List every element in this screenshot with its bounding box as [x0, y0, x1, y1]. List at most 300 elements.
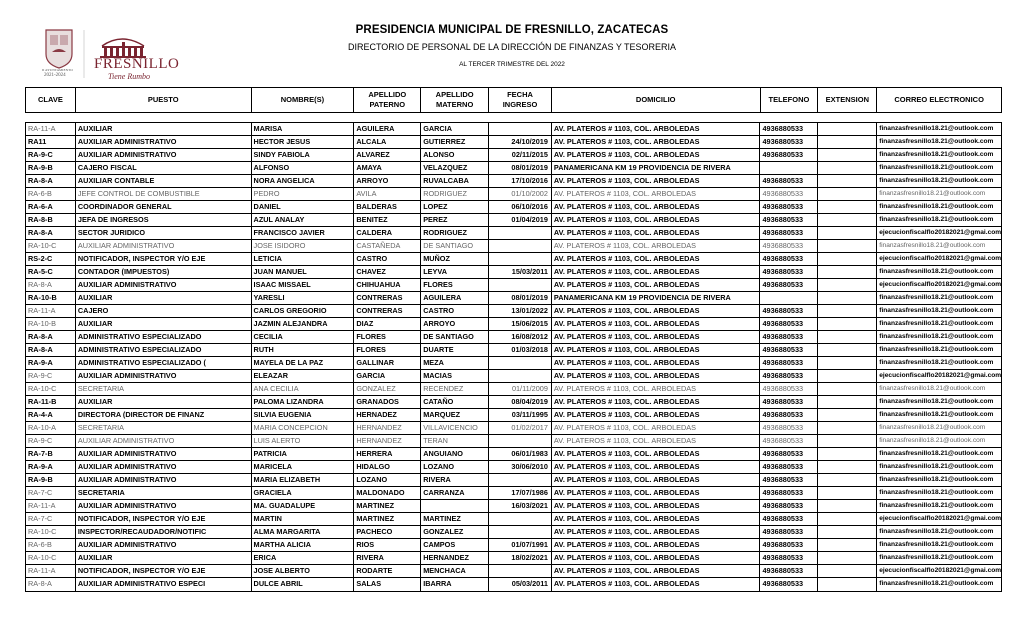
table-row [26, 331, 1001, 344]
cell-telefono: 4936880533 [760, 344, 818, 356]
cell-domicilio: AV. PLATEROS # 1103, COL. ARBOLEDAS [552, 383, 761, 395]
cell-domicilio: AV. PLATEROS # 1103, COL. ARBOLEDAS [552, 409, 761, 421]
cell-telefono: 4936880533 [760, 370, 818, 382]
cell-correo[interactable]: finanzasfresnillo18.21@outlook.com [879, 424, 986, 431]
cell-clave: RA-5-C [26, 266, 76, 278]
cell-domicilio: AV. PLATEROS # 1103, COL. ARBOLEDAS [552, 188, 761, 200]
cell-clave: RA11 [26, 136, 76, 148]
cell-telefono: 4936880533 [760, 539, 818, 551]
document-period: AL TERCER TRIMESTRE DEL 2022 [459, 61, 565, 68]
cell-extension [818, 201, 877, 213]
cell-nombre: CECILIA [252, 331, 355, 343]
cell-apellido-materno [421, 500, 489, 512]
cell-domicilio: AV. PLATEROS # 1103, COL. ARBOLEDAS [552, 279, 761, 291]
cell-correo[interactable]: finanzasfresnillo18.21@outlook.com [879, 190, 986, 197]
cell-correo[interactable]: finanzasfresnillo18.21@outlook.com [879, 463, 994, 470]
cell-apellido-materno: MARTINEZ [421, 513, 489, 525]
cell-clave: RA-6-A [26, 201, 76, 213]
cell-apellido-paterno: RIOS [354, 539, 421, 551]
cell-correo[interactable]: finanzasfresnillo18.21@outlook.com [879, 151, 994, 158]
cell-puesto: AUXILIAR ADMINISTRATIVO [76, 279, 252, 291]
cell-domicilio: AV. PLATEROS # 1103, COL. ARBOLEDAS [552, 201, 761, 213]
cell-domicilio: AV. PLATEROS # 1103, COL. ARBOLEDAS [552, 422, 761, 434]
cell-telefono: 4936880533 [760, 487, 818, 499]
cell-apellido-paterno: ARROYO [354, 175, 421, 187]
cell-telefono: 4936880533 [760, 448, 818, 460]
cell-apellido-materno: TERAN [421, 435, 489, 447]
cell-apellido-paterno: AMAYA [354, 162, 421, 174]
cell-fecha-ingreso: 01/04/2019 [489, 214, 552, 226]
cell-nombre: MARICELA [252, 461, 355, 473]
cell-telefono: 4936880533 [760, 253, 818, 265]
cell-domicilio: AV. PLATEROS # 1103, COL. ARBOLEDAS [552, 578, 761, 591]
cell-correo[interactable]: finanzasfresnillo18.21@outlook.com [879, 242, 986, 249]
cell-clave: RA-8-A [26, 279, 76, 291]
cell-fecha-ingreso: 01/02/2017 [489, 422, 552, 434]
table-row [26, 461, 1001, 474]
cell-apellido-paterno: GONZALEZ [354, 383, 421, 395]
cell-apellido-materno: IBARRA [421, 578, 489, 591]
cell-apellido-paterno: GRANADOS [354, 396, 421, 408]
cell-telefono: 4936880533 [760, 201, 818, 213]
cell-apellido-paterno: AVILA [354, 188, 421, 200]
cell-nombre: ALMA MARGARITA [252, 526, 355, 538]
cell-fecha-ingreso [489, 279, 552, 291]
cell-nombre: ISAAC MISSAEL [252, 279, 355, 291]
cell-clave: RA-6-B [26, 539, 76, 551]
cell-clave: RA-9-C [26, 435, 76, 447]
table-row [26, 422, 1001, 435]
cell-nombre: CARLOS GREGORIO [252, 305, 355, 317]
col-header-domicilio: DOMICILIO [552, 88, 761, 112]
cell-fecha-ingreso: 24/10/2019 [489, 136, 552, 148]
cell-correo[interactable]: finanzasfresnillo18.21@outlook.com [879, 307, 994, 314]
cell-apellido-materno: VILLAVICENCIO [421, 422, 489, 434]
cell-domicilio: AV. PLATEROS # 1103, COL. ARBOLEDAS [552, 500, 761, 512]
cell-puesto: NOTIFICADOR, INSPECTOR Y/O EJE [76, 513, 252, 525]
cell-domicilio: AV. PLATEROS # 1103, COL. ARBOLEDAS [552, 175, 761, 187]
cell-puesto: AUXILIAR ADMINISTRATIVO ESPECI [76, 578, 252, 591]
cell-fecha-ingreso: 01/10/2002 [489, 188, 552, 200]
cell-telefono: 4936880533 [760, 422, 818, 434]
cell-correo[interactable]: ejecucionfiscalflo20182021@gmai.com [879, 255, 1001, 262]
cell-correo[interactable]: finanzasfresnillo18.21@outlook.com [879, 216, 994, 223]
cell-nombre: MARIA ELIZABETH [252, 474, 355, 486]
cell-puesto: CAJERO FISCAL [76, 162, 252, 174]
cell-puesto: AUXILIAR ADMINISTRATIVO [76, 435, 252, 447]
cell-puesto: AUXILIAR [76, 552, 252, 564]
cell-domicilio: AV. PLATEROS # 1103, COL. ARBOLEDAS [552, 370, 761, 382]
cell-nombre: MA. GUADALUPE [252, 500, 355, 512]
cell-correo[interactable]: finanzasfresnillo18.21@outlook.com [879, 294, 994, 301]
table-row [26, 253, 1001, 266]
cell-telefono: 4936880533 [760, 318, 818, 330]
col-header-fecha-ingreso: FECHA INGRESO [489, 88, 552, 112]
table-row [26, 175, 1001, 188]
cell-extension [818, 422, 877, 434]
cell-puesto: AUXILIAR ADMINISTRATIVO [76, 136, 252, 148]
cell-apellido-materno: DE SANTIAGO [421, 331, 489, 343]
cell-apellido-materno: VELAZQUEZ [421, 162, 489, 174]
col-header-puesto: PUESTO [76, 88, 252, 112]
cell-puesto: AUXILIAR ADMINISTRATIVO [76, 500, 252, 512]
cell-clave: RA-6-B [26, 188, 76, 200]
cell-domicilio: AV. PLATEROS # 1103, COL. ARBOLEDAS [552, 552, 761, 564]
cell-telefono: 4936880533 [760, 461, 818, 473]
table-row [26, 344, 1001, 357]
table-row [26, 552, 1001, 565]
cell-extension [818, 175, 877, 187]
cell-domicilio: AV. PLATEROS # 1103, COL. ARBOLEDAS [552, 435, 761, 447]
cell-telefono: 4936880533 [760, 149, 818, 161]
table-row [26, 240, 1001, 253]
cell-fecha-ingreso: 16/03/2021 [489, 500, 552, 512]
cell-clave: RA-8-A [26, 331, 76, 343]
cell-fecha-ingreso [489, 435, 552, 447]
cell-clave: RA-7-B [26, 448, 76, 460]
table-row [26, 513, 1001, 526]
cell-nombre: MARTHA ALICIA [252, 539, 355, 551]
table-row [26, 565, 1001, 578]
cell-domicilio: AV. PLATEROS # 1103, COL. ARBOLEDAS [552, 123, 761, 135]
cell-clave: RA-9-B [26, 474, 76, 486]
cell-domicilio: AV. PLATEROS # 1103, COL. ARBOLEDAS [552, 526, 761, 538]
cell-apellido-paterno: HERNANDEZ [354, 422, 421, 434]
staff-directory-table [25, 122, 1002, 592]
cell-nombre: JOSE ISIDORO [252, 240, 355, 252]
table-row [26, 266, 1001, 279]
cell-fecha-ingreso: 08/04/2019 [489, 396, 552, 408]
cell-apellido-paterno: AGUILERA [354, 123, 421, 135]
cell-extension [818, 552, 877, 564]
table-row [26, 487, 1001, 500]
cell-correo[interactable]: finanzasfresnillo18.21@outlook.com [879, 125, 994, 132]
col-header-clave: CLAVE [26, 88, 76, 112]
cell-domicilio: AV. PLATEROS # 1103, COL. ARBOLEDAS [552, 227, 761, 239]
cell-correo[interactable]: finanzasfresnillo18.21@outlook.com [879, 580, 994, 587]
cell-domicilio: AV. PLATEROS # 1103, COL. ARBOLEDAS [552, 396, 761, 408]
cell-nombre: GRACIELA [252, 487, 355, 499]
cell-apellido-materno: MENCHACA [421, 565, 489, 577]
col-header-correo: CORREO ELECTRONICO [894, 95, 984, 104]
cell-telefono: 4936880533 [760, 396, 818, 408]
cell-nombre: AZUL ANALAY [252, 214, 355, 226]
cell-telefono: 4936880533 [760, 305, 818, 317]
cell-apellido-paterno: GARCIA [354, 370, 421, 382]
cell-clave: RA-11-B [26, 396, 76, 408]
cell-nombre: JAZMIN ALEJANDRA [252, 318, 355, 330]
cell-apellido-paterno: BALDERAS [354, 201, 421, 213]
cell-domicilio: PANAMERICANA KM 19 PROVIDENCIA DE RIVERA [552, 292, 761, 304]
cell-apellido-materno: MUÑOZ [421, 253, 489, 265]
cell-apellido-paterno: MALDONADO [354, 487, 421, 499]
cell-correo[interactable]: finanzasfresnillo18.21@outlook.com [879, 385, 986, 392]
table-row [26, 279, 1001, 292]
cell-nombre: FRANCISCO JAVIER [252, 227, 355, 239]
cell-extension [818, 136, 877, 148]
cell-domicilio: AV. PLATEROS # 1103, COL. ARBOLEDAS [552, 240, 761, 252]
cell-clave: RA-9-C [26, 370, 76, 382]
cell-correo[interactable]: finanzasfresnillo18.21@outlook.com [879, 541, 994, 548]
cell-apellido-paterno: MARTINEZ [354, 500, 421, 512]
cell-correo[interactable]: finanzasfresnillo18.21@outlook.com [879, 359, 994, 366]
cell-puesto: AUXILIAR ADMINISTRATIVO [76, 448, 252, 460]
cell-apellido-materno: AGUILERA [421, 292, 489, 304]
cell-nombre: HECTOR JESUS [252, 136, 355, 148]
cell-correo[interactable]: finanzasfresnillo18.21@outlook.com [879, 528, 994, 535]
cell-puesto: NOTIFICADOR, INSPECTOR Y/O EJE [76, 253, 252, 265]
cell-apellido-paterno: ALCALA [354, 136, 421, 148]
cell-telefono: 4936880533 [760, 240, 818, 252]
cell-clave: RA-11-A [26, 123, 76, 135]
cell-fecha-ingreso [489, 513, 552, 525]
cell-nombre: DANIEL [252, 201, 355, 213]
cell-puesto: JEFA DE INGRESOS [76, 214, 252, 226]
cell-apellido-materno: PEREZ [421, 214, 489, 226]
cell-correo[interactable]: ejecucionfiscalflo20182021@gmai.com [879, 281, 1001, 288]
cell-apellido-paterno: ALVAREZ [354, 149, 421, 161]
cell-apellido-paterno: RODARTE [354, 565, 421, 577]
cell-nombre: LUIS ALERTO [252, 435, 355, 447]
cell-apellido-materno: ANGUIANO [421, 448, 489, 460]
cell-correo[interactable]: finanzasfresnillo18.21@outlook.com [879, 177, 994, 184]
cell-extension [818, 214, 877, 226]
cell-extension [818, 357, 877, 369]
cell-clave: RA-7-C [26, 513, 76, 525]
cell-fecha-ingreso [489, 253, 552, 265]
cell-correo[interactable]: finanzasfresnillo18.21@outlook.com [879, 320, 994, 327]
cell-telefono: 4936880533 [760, 136, 818, 148]
cell-extension [818, 292, 877, 304]
cell-clave: RA-11-A [26, 565, 76, 577]
cell-correo[interactable]: finanzasfresnillo18.21@outlook.com [879, 437, 986, 444]
cell-fecha-ingreso: 16/08/2012 [489, 331, 552, 343]
cell-domicilio: AV. PLATEROS # 1103, COL. ARBOLEDAS [552, 149, 761, 161]
cell-telefono: 4936880533 [760, 357, 818, 369]
document-subtitle: DIRECTORIO DE PERSONAL DE LA DIRECCIÓN DE FINANZAS Y TESORERIA [347, 42, 677, 52]
cell-extension [818, 188, 877, 200]
cell-extension [818, 305, 877, 317]
cell-fecha-ingreso: 18/02/2021 [489, 552, 552, 564]
table-row [26, 292, 1001, 305]
table-row [26, 539, 1001, 552]
cell-fecha-ingreso [489, 565, 552, 577]
cell-domicilio: AV. PLATEROS # 1103, COL. ARBOLEDAS [552, 305, 761, 317]
cell-apellido-paterno: SALAS [354, 578, 421, 591]
cell-apellido-materno: GONZALEZ [421, 526, 489, 538]
cell-nombre: ANA CECILIA [252, 383, 355, 395]
cell-fecha-ingreso: 17/07/1986 [489, 487, 552, 499]
cell-correo[interactable]: finanzasfresnillo18.21@outlook.com [879, 476, 994, 483]
cell-apellido-materno: RUVALCABA [421, 175, 489, 187]
table-header [25, 87, 1002, 113]
cell-fecha-ingreso [489, 240, 552, 252]
cell-apellido-paterno: RIVERA [354, 552, 421, 564]
cell-nombre: PATRICIA [252, 448, 355, 460]
logo-tagline: Tiene Rumbo [108, 72, 150, 81]
cell-correo[interactable]: finanzasfresnillo18.21@outlook.com [879, 489, 994, 496]
cell-apellido-paterno: MARTINEZ [354, 513, 421, 525]
cell-correo[interactable]: ejecucionfiscalflo20182021@gmai.com [879, 372, 1001, 379]
cell-domicilio: AV. PLATEROS # 1103, COL. ARBOLEDAS [552, 331, 761, 343]
cell-puesto: AUXILIAR ADMINISTRATIVO [76, 539, 252, 551]
cell-apellido-paterno: GALLINAR [354, 357, 421, 369]
cell-telefono: 4936880533 [760, 526, 818, 538]
table-row [26, 526, 1001, 539]
table-row [26, 357, 1001, 370]
cell-puesto: AUXILIAR ADMINISTRATIVO [76, 474, 252, 486]
cell-clave: RA-10-A [26, 422, 76, 434]
col-header-nombre: NOMBRE(S) [252, 88, 355, 112]
cell-telefono: 4936880533 [760, 227, 818, 239]
cell-correo[interactable]: finanzasfresnillo18.21@outlook.com [879, 203, 994, 210]
cell-apellido-paterno: CHIHUAHUA [354, 279, 421, 291]
cell-extension [818, 474, 877, 486]
cell-clave: RS-2-C [26, 253, 76, 265]
col-header-apellido-materno: APELLIDO MATERNO [421, 88, 489, 112]
cell-puesto: CAJERO [76, 305, 252, 317]
cell-telefono: 4936880533 [760, 383, 818, 395]
cell-apellido-materno: CAMPOS [421, 539, 489, 551]
cell-puesto: SECTOR JURIDICO [76, 227, 252, 239]
cell-correo[interactable]: finanzasfresnillo18.21@outlook.com [879, 411, 994, 418]
table-row [26, 318, 1001, 331]
cell-clave: RA-8-B [26, 214, 76, 226]
cell-apellido-materno: MACIAS [421, 370, 489, 382]
cell-clave: RA-7-C [26, 487, 76, 499]
cell-apellido-materno: RODRIGUEZ [421, 227, 489, 239]
cell-apellido-materno: CARRANZA [421, 487, 489, 499]
table-row [26, 214, 1001, 227]
table-row [26, 435, 1001, 448]
table-row [26, 409, 1001, 422]
cell-clave: RA-9-B [26, 162, 76, 174]
cell-extension [818, 435, 877, 447]
table-row [26, 123, 1001, 136]
col-header-extension: EXTENSION [818, 88, 877, 112]
cell-extension [818, 227, 877, 239]
cell-domicilio: AV. PLATEROS # 1103, COL. ARBOLEDAS [552, 253, 761, 265]
cell-apellido-paterno: CASTRO [354, 253, 421, 265]
logo-council: II AYUNTAMIENTO [42, 68, 73, 72]
cell-extension [818, 344, 877, 356]
cell-extension [818, 331, 877, 343]
cell-apellido-materno: FLORES [421, 279, 489, 291]
table-row [26, 305, 1001, 318]
cell-apellido-materno: LOZANO [421, 461, 489, 473]
cell-correo[interactable]: finanzasfresnillo18.21@outlook.com [879, 138, 994, 145]
table-row [26, 136, 1001, 149]
cell-extension [818, 461, 877, 473]
cell-fecha-ingreso: 15/03/2011 [489, 266, 552, 278]
cell-correo[interactable]: finanzasfresnillo18.21@outlook.com [879, 502, 994, 509]
cell-correo[interactable]: finanzasfresnillo18.21@outlook.com [879, 554, 994, 561]
cell-apellido-materno: GUTIERREZ [421, 136, 489, 148]
cell-clave: RA-9-C [26, 149, 76, 161]
cell-fecha-ingreso: 02/11/2015 [489, 149, 552, 161]
cell-extension [818, 487, 877, 499]
table-row [26, 370, 1001, 383]
cell-domicilio: AV. PLATEROS # 1103, COL. ARBOLEDAS [552, 513, 761, 525]
cell-fecha-ingreso [489, 227, 552, 239]
cell-fecha-ingreso: 03/11/1995 [489, 409, 552, 421]
cell-extension [818, 565, 877, 577]
cell-correo[interactable]: finanzasfresnillo18.21@outlook.com [879, 333, 994, 340]
cell-extension [818, 318, 877, 330]
cell-apellido-materno: CASTRO [421, 305, 489, 317]
cell-fecha-ingreso: 01/11/2009 [489, 383, 552, 395]
logo-years: 2021-2024 [44, 73, 66, 78]
cell-nombre: PALOMA LIZANDRA [252, 396, 355, 408]
cell-clave: RA-10-B [26, 292, 76, 304]
cell-fecha-ingreso [489, 123, 552, 135]
cell-domicilio: AV. PLATEROS # 1103, COL. ARBOLEDAS [552, 539, 761, 551]
cell-telefono [760, 292, 818, 304]
cell-domicilio: AV. PLATEROS # 1103, COL. ARBOLEDAS [552, 318, 761, 330]
cell-correo[interactable]: ejecucionfiscalflo20182021@gmai.com [879, 515, 1001, 522]
cell-apellido-materno: DUARTE [421, 344, 489, 356]
cell-clave: RA-8-A [26, 175, 76, 187]
cell-clave: RA-9-A [26, 461, 76, 473]
cell-clave: RA-10-C [26, 526, 76, 538]
cell-apellido-paterno: HIDALGO [354, 461, 421, 473]
cell-apellido-materno: RIVERA [421, 474, 489, 486]
cell-extension [818, 240, 877, 252]
cell-extension [818, 526, 877, 538]
cell-correo[interactable]: finanzasfresnillo18.21@outlook.com [879, 450, 994, 457]
cell-puesto: ADMINISTRATIVO ESPECIALIZADO [76, 331, 252, 343]
cell-apellido-materno: LOPEZ [421, 201, 489, 213]
cell-correo[interactable]: ejecucionfiscalflo20182021@gmai.com [879, 229, 1001, 236]
cell-clave: RA-4-A [26, 409, 76, 421]
cell-puesto: AUXILIAR ADMINISTRATIVO [76, 370, 252, 382]
cell-apellido-paterno: FLORES [354, 331, 421, 343]
cell-extension [818, 448, 877, 460]
cell-telefono: 4936880533 [760, 513, 818, 525]
table-row [26, 448, 1001, 461]
cell-puesto: AUXILIAR CONTABLE [76, 175, 252, 187]
cell-domicilio: AV. PLATEROS # 1103, COL. ARBOLEDAS [552, 344, 761, 356]
cell-extension [818, 383, 877, 395]
cell-nombre: LETICIA [252, 253, 355, 265]
cell-telefono [760, 162, 818, 174]
cell-correo[interactable]: finanzasfresnillo18.21@outlook.com [879, 164, 994, 171]
cell-puesto: AUXILIAR [76, 292, 252, 304]
cell-correo[interactable]: finanzasfresnillo18.21@outlook.com [879, 398, 994, 405]
cell-nombre: NORA ANGELICA [252, 175, 355, 187]
cell-clave: RA-9-A [26, 357, 76, 369]
cell-telefono: 4936880533 [760, 214, 818, 226]
cell-extension [818, 578, 877, 591]
cell-correo[interactable]: ejecucionfiscalflo20182021@gmai.com [879, 567, 1001, 574]
cell-telefono: 4936880533 [760, 188, 818, 200]
cell-puesto: SECRETARIA [76, 487, 252, 499]
cell-puesto: CONTADOR (IMPUESTOS) [76, 266, 252, 278]
cell-fecha-ingreso: 01/07/1991 [489, 539, 552, 551]
cell-fecha-ingreso [489, 474, 552, 486]
cell-fecha-ingreso [489, 370, 552, 382]
cell-puesto: AUXILIAR [76, 123, 252, 135]
cell-domicilio: AV. PLATEROS # 1103, COL. ARBOLEDAS [552, 136, 761, 148]
cell-correo[interactable]: finanzasfresnillo18.21@outlook.com [879, 268, 994, 275]
cell-nombre: MARIA CONCEPCION [252, 422, 355, 434]
cell-nombre: JUAN MANUEL [252, 266, 355, 278]
cell-puesto: AUXILIAR ADMINISTRATIVO [76, 149, 252, 161]
cell-correo[interactable]: finanzasfresnillo18.21@outlook.com [879, 346, 994, 353]
cell-apellido-paterno: CASTAÑEDA [354, 240, 421, 252]
cell-extension [818, 396, 877, 408]
cell-telefono: 4936880533 [760, 500, 818, 512]
